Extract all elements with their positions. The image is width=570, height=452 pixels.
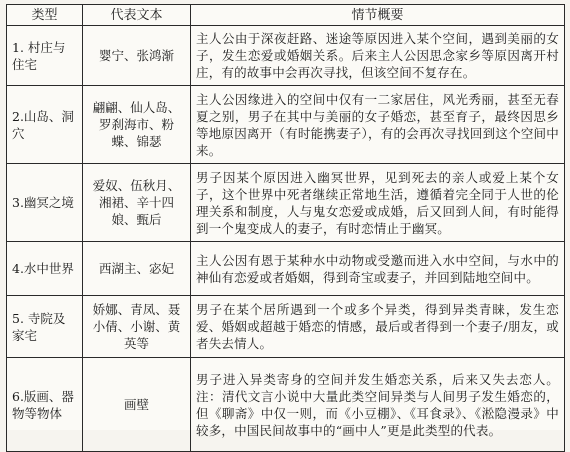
row-works: 娇娜、青凤、聂小倩、小谢、黄英等 [83, 296, 191, 358]
row-plot: 主人公因有恩于某种水中动物或受邀而进入水中空间，与水中的神仙有恋爱或者婚姻，得到奇宝或妻子，并回到陆地空间中。 [191, 242, 565, 296]
row-works: 西湖主、宓妃 [83, 242, 191, 296]
row-plot: 主人公由于深夜赶路、迷途等原因进入某个空间，遇到美丽的女子，发生恋爱或婚姻关系。后来主人公因思念家乡等原因离开村庄，有的故事中会再次寻找，但该空间不复存在。 [191, 26, 565, 86]
row-plot: 主人公因缘进入的空间中仅有一二家居住，风光秀丽，甚至无春夏之别，男子在其中与美丽的女子婚恋，甚至育子，最终因思乡等地原因离开（有时能携妻子），有的会再次寻找回到这个空间中来。 [191, 86, 565, 164]
row-works: 婴宁、张鸿渐 [83, 26, 191, 86]
table-row [7, 164, 565, 242]
header-plot: 情节概要 [191, 5, 565, 26]
row-type: 6.版画、器物等物体 [7, 358, 83, 452]
table-row [7, 296, 565, 358]
table-header-row [7, 5, 565, 26]
table-row [7, 26, 565, 86]
table-row [7, 86, 565, 164]
row-type: 1. 村庄与住宅 [7, 26, 83, 86]
row-works: 翩翩、仙人岛、罗刹海市、粉蝶、锦瑟 [83, 86, 191, 164]
table-row [7, 358, 565, 452]
table-sheet [6, 4, 564, 438]
row-type: 2.山岛、洞穴 [7, 86, 83, 164]
row-plot: 男子因某个原因进入幽冥世界，见到死去的亲人或爱上某个女子，这个世界中死者继续正常地生活，遵循着完全同于人世的伦理关系和制度，人与鬼女恋爱或成婚，后又回到人间，有时能得到一个鬼变成人的妻子，有时恋情止于幽冥。 [191, 164, 565, 242]
header-works: 代表文本 [83, 5, 191, 26]
row-plot: 男子进入异类寄身的空间并发生婚恋关系，后来又失去恋人。注：清代文言小说中大量此类空间异类与人间男子发生婚恋的，但《聊斋》中仅一则，而《小豆棚》、《耳食录》、《淞隐漫录》中较多，中国民间故事中的“画中人”更是此类型的代表。 [191, 358, 565, 452]
row-plot: 男子在某个居所遇到一个或多个异类，得到异类青睐，发生恋爱、婚姻或超越于婚恋的情感，最后或者得到一个妻子/朋友，或者失去情人。 [191, 296, 565, 358]
row-type: 4.水中世界 [7, 242, 83, 296]
row-type: 5. 寺院及家宅 [7, 296, 83, 358]
story-type-table [6, 4, 565, 452]
table-row [7, 242, 565, 296]
row-type: 3.幽冥之境 [7, 164, 83, 242]
row-works: 画壁 [83, 358, 191, 452]
row-works: 爱奴、伍秋月、湘裙、辛十四娘、甄后 [83, 164, 191, 242]
header-type: 类型 [7, 5, 83, 26]
